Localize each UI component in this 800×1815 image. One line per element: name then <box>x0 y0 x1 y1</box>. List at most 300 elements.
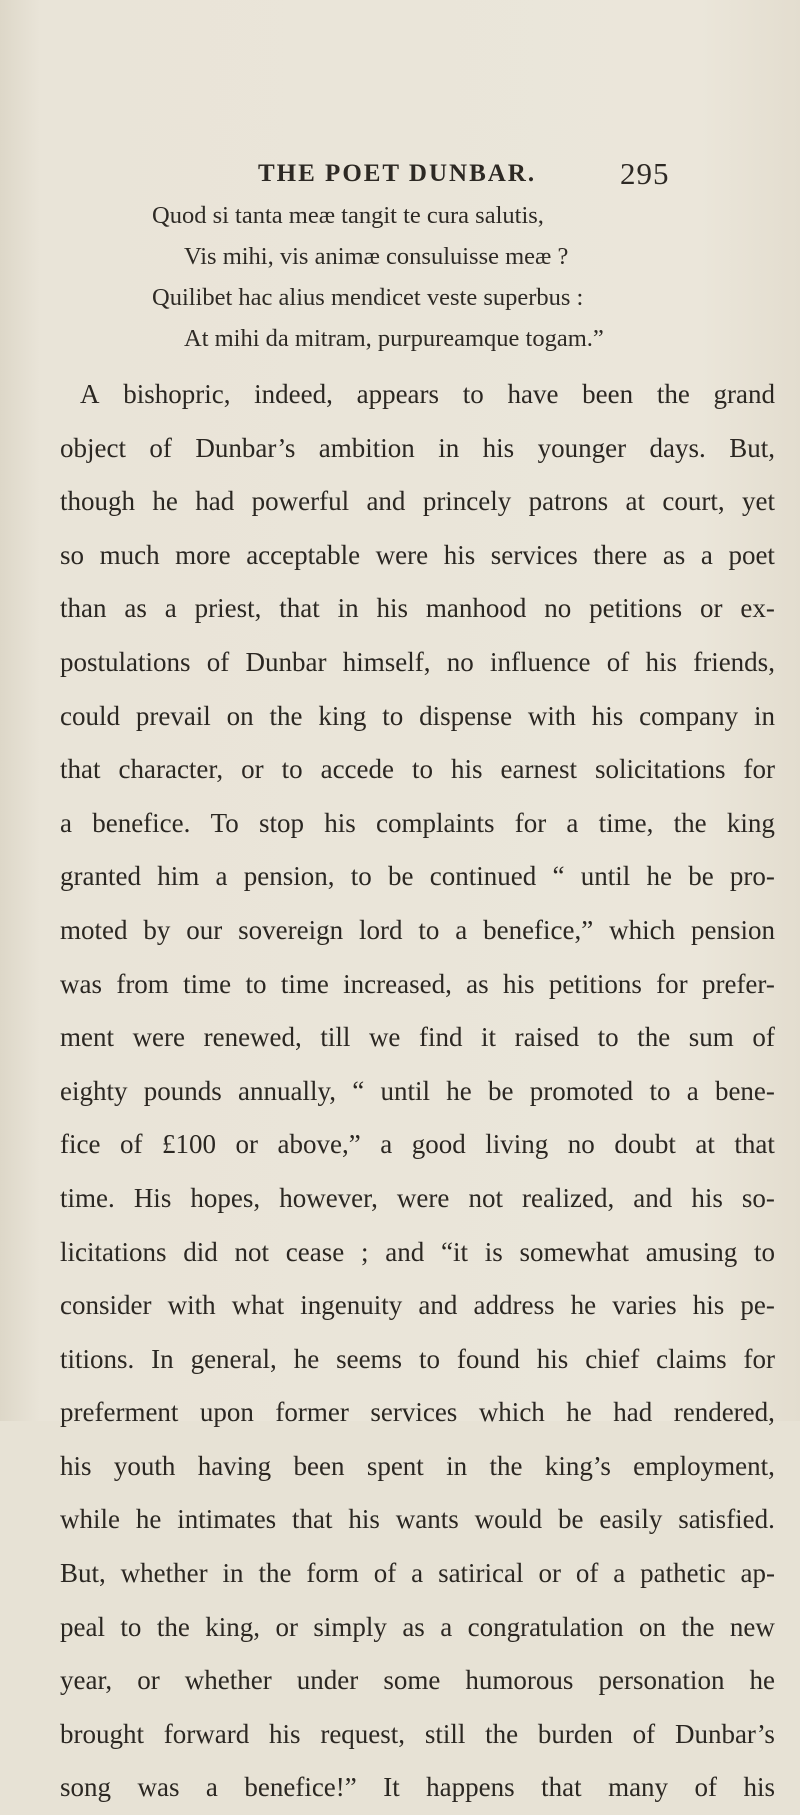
word: whether <box>184 1665 272 1696</box>
text-line <box>60 904 775 958</box>
word: above,” <box>277 1129 361 1160</box>
word: and <box>633 1182 673 1213</box>
word: to <box>418 1343 440 1374</box>
word: his <box>743 1772 775 1803</box>
word: so- <box>741 1182 775 1213</box>
word: to <box>245 968 267 999</box>
word: in <box>753 700 775 731</box>
word: the <box>656 379 690 409</box>
word: continued <box>429 861 537 892</box>
word: friends, <box>693 646 775 677</box>
word: prefer- <box>701 968 775 999</box>
word: on <box>639 1611 667 1642</box>
word: whether <box>120 1558 208 1589</box>
word: with <box>167 1290 216 1321</box>
word: that <box>292 1504 333 1535</box>
word: be <box>387 861 414 892</box>
word: of <box>373 1558 397 1589</box>
word: But, <box>60 1558 106 1589</box>
word: his <box>502 968 535 999</box>
word: Dunbar <box>245 646 327 677</box>
word: or <box>275 1611 298 1642</box>
page-number: 295 <box>620 156 670 191</box>
text-line <box>60 475 775 529</box>
word: congratulation <box>467 1611 624 1642</box>
text-line <box>60 743 775 797</box>
word: he <box>566 1397 592 1428</box>
word: had <box>195 486 235 517</box>
word: increased, <box>343 968 452 999</box>
word: of <box>119 1129 143 1160</box>
word: simply <box>313 1611 387 1642</box>
word: wants <box>395 1504 459 1535</box>
word: happens <box>426 1772 515 1803</box>
word: and <box>418 1290 458 1321</box>
word: youth <box>113 1450 176 1481</box>
word: court, <box>662 486 725 517</box>
word: to <box>350 861 372 892</box>
word: the <box>489 1450 523 1481</box>
word: and <box>366 486 406 517</box>
word: general, <box>190 1343 277 1374</box>
word: year, <box>60 1665 113 1696</box>
word: of <box>575 1558 599 1589</box>
word: his <box>482 432 515 463</box>
word: is <box>484 1236 503 1267</box>
text-line <box>60 1654 775 1708</box>
word: as <box>466 968 489 999</box>
word: forward <box>163 1718 250 1749</box>
word: satirical <box>438 1558 524 1589</box>
word: there <box>593 539 648 570</box>
word: for <box>743 754 775 785</box>
word: amusing <box>645 1236 738 1267</box>
word: solicitations <box>595 754 726 785</box>
word: much <box>99 539 160 570</box>
verse-line: At mihi da mitram, purpureamque togam.” <box>184 325 604 352</box>
word: time <box>183 968 232 999</box>
word: was <box>60 968 102 999</box>
verse-line: Vis mihi, vis animæ consuluisse meæ ? <box>184 243 569 270</box>
word: while <box>60 1504 120 1535</box>
word: his <box>536 1343 569 1374</box>
word: personation <box>598 1665 725 1696</box>
word: claims <box>656 1343 727 1374</box>
word: king’s <box>544 1450 611 1481</box>
text-line <box>60 1118 775 1172</box>
word: be <box>558 1504 584 1535</box>
text-line <box>60 1333 775 1387</box>
text-line <box>60 1708 775 1762</box>
word: poet <box>728 539 775 570</box>
word: as <box>124 593 147 624</box>
word: pro- <box>729 861 775 892</box>
word: the <box>637 1022 671 1053</box>
word: no <box>446 646 474 677</box>
word: his <box>645 646 677 677</box>
word: however, <box>279 1182 378 1213</box>
word: his <box>376 593 409 624</box>
word: or <box>241 754 264 785</box>
text-line <box>60 529 775 583</box>
word: he <box>152 486 178 517</box>
word: character, <box>118 754 224 785</box>
word: in <box>337 593 359 624</box>
word: more <box>175 539 231 570</box>
text-line <box>60 1440 775 1494</box>
word: It <box>383 1772 400 1803</box>
word: spent <box>366 1450 424 1481</box>
word: a <box>380 1129 393 1160</box>
word: benefice!” <box>244 1772 357 1803</box>
word: manhood <box>425 593 527 624</box>
word: lord <box>358 914 403 945</box>
word: somewhat <box>519 1236 629 1267</box>
word: still <box>424 1718 466 1749</box>
word: His <box>133 1182 172 1213</box>
word: eighty <box>60 1075 128 1106</box>
word: been <box>582 379 634 409</box>
word: ; <box>360 1236 369 1267</box>
word: his <box>269 1718 301 1749</box>
word: priest, <box>194 593 262 624</box>
verse-line: Quod si tanta meæ tangit te cura salutis, <box>152 202 544 229</box>
word: seems <box>336 1343 403 1374</box>
word: time <box>280 968 329 999</box>
word: not <box>468 1182 503 1213</box>
word: burden <box>537 1718 613 1749</box>
text-line <box>60 1226 775 1280</box>
text-line <box>60 636 775 690</box>
word: peal <box>60 1611 105 1642</box>
word: accede <box>320 754 395 785</box>
word: sovereign <box>238 914 344 945</box>
word: ex- <box>740 593 775 624</box>
word: varies <box>612 1290 677 1321</box>
word: a <box>613 1558 626 1589</box>
word: fice <box>60 1129 101 1160</box>
word: To <box>210 807 239 838</box>
word: as <box>402 1611 425 1642</box>
word: living <box>485 1129 549 1160</box>
word: pounds <box>143 1075 222 1106</box>
word: licitations <box>60 1236 167 1267</box>
word: doubt <box>614 1129 676 1160</box>
text-line <box>60 1065 775 1119</box>
word: which <box>609 914 676 945</box>
word: granted <box>60 861 141 892</box>
word: at <box>625 486 646 517</box>
word: humorous <box>465 1665 574 1696</box>
word: on <box>226 700 254 731</box>
word: were <box>375 539 429 570</box>
word: postulations <box>60 646 191 677</box>
word: benefice,” <box>483 914 594 945</box>
text-line <box>60 1547 775 1601</box>
word: the <box>156 1611 190 1642</box>
word: that <box>279 593 320 624</box>
word: “ <box>352 1075 365 1106</box>
word: though <box>60 486 136 517</box>
word: that <box>60 754 101 785</box>
word: ingenuity <box>300 1290 403 1321</box>
text-line <box>60 797 775 851</box>
word: bene- <box>714 1075 775 1106</box>
word: he <box>749 1665 775 1696</box>
word: to <box>649 1075 671 1106</box>
word: address <box>473 1290 555 1321</box>
word: so <box>60 539 85 570</box>
word: with <box>527 700 576 731</box>
word: no <box>544 593 572 624</box>
word: easily <box>599 1504 663 1535</box>
word: that <box>734 1129 775 1160</box>
word: sum <box>688 1022 734 1053</box>
running-head: THE POET DUNBAR. <box>258 160 537 187</box>
word: upon <box>199 1397 254 1428</box>
word: no <box>567 1129 595 1160</box>
word: been <box>293 1450 345 1481</box>
verse-line: Quilibet hac alius mendicet veste superbus : <box>152 284 584 311</box>
word: “it <box>440 1236 468 1267</box>
word: king <box>318 700 367 731</box>
word: would <box>474 1504 543 1535</box>
word: chief <box>585 1343 640 1374</box>
word: request, <box>320 1718 406 1749</box>
word: object <box>60 432 126 463</box>
word: of <box>694 1772 718 1803</box>
page-header <box>258 156 778 200</box>
word: found <box>456 1343 520 1374</box>
word: princely <box>422 486 512 517</box>
word: powerful <box>251 486 350 517</box>
word: and <box>385 1236 425 1267</box>
word: yet <box>742 486 775 517</box>
word: pathetic <box>640 1558 726 1589</box>
word: find <box>418 1022 463 1053</box>
word: time, <box>598 807 654 838</box>
word: a <box>60 807 72 838</box>
word: his <box>348 1504 380 1535</box>
word: from <box>116 968 169 999</box>
word: petitions <box>589 593 683 624</box>
word: good <box>411 1129 466 1160</box>
word: until <box>580 861 631 892</box>
word: to <box>281 754 303 785</box>
word: A <box>80 379 100 409</box>
word: his <box>451 754 483 785</box>
word: consider <box>60 1290 152 1321</box>
word: services <box>370 1397 458 1428</box>
word: at <box>695 1129 715 1160</box>
word: it <box>481 1022 497 1053</box>
word: that <box>541 1772 582 1803</box>
word: raised <box>514 1022 580 1053</box>
word: for <box>514 807 547 838</box>
word: our <box>186 914 223 945</box>
word: titions. <box>60 1343 135 1374</box>
word: Dunbar’s <box>674 1718 775 1749</box>
text-line <box>60 1279 775 1333</box>
word: his <box>591 700 624 731</box>
word: in <box>222 1558 244 1589</box>
word: a <box>700 539 713 570</box>
word: ment <box>60 1022 114 1053</box>
word: hopes, <box>190 1182 261 1213</box>
word: of <box>149 432 172 463</box>
word: new <box>729 1611 775 1642</box>
word: influence <box>490 646 591 677</box>
word: form <box>306 1558 359 1589</box>
word: a <box>205 1772 218 1803</box>
text-line <box>60 1761 775 1815</box>
word: until <box>380 1075 430 1106</box>
word: moted <box>60 914 128 945</box>
word: was <box>137 1772 180 1803</box>
word: in <box>446 1450 468 1481</box>
word: patrons <box>528 486 609 517</box>
word: having <box>197 1450 272 1481</box>
word: indeed, <box>254 379 333 409</box>
word: his <box>443 539 476 570</box>
word: satisfied. <box>678 1504 775 1535</box>
text-line <box>60 582 775 636</box>
word: complaints <box>375 807 495 838</box>
text-line <box>60 1386 775 1440</box>
word: former <box>275 1397 349 1428</box>
word: earnest <box>500 754 577 785</box>
word: in <box>438 432 460 463</box>
word: some <box>383 1665 441 1696</box>
word: under <box>296 1665 359 1696</box>
word: acceptable <box>246 539 361 570</box>
word: he <box>293 1343 320 1374</box>
word: brought <box>60 1718 144 1749</box>
word: the <box>269 700 303 731</box>
text-line <box>60 1493 775 1547</box>
word: renewed, <box>203 1022 302 1053</box>
text-line <box>60 690 775 744</box>
word: king, <box>205 1611 261 1642</box>
word: his <box>691 1182 723 1213</box>
word: for <box>656 968 688 999</box>
word: or <box>235 1129 259 1160</box>
word: were <box>396 1182 450 1213</box>
word: his <box>324 807 356 838</box>
word: or <box>700 593 723 624</box>
word: a <box>411 1558 424 1589</box>
word: what <box>231 1290 285 1321</box>
word: grand <box>713 379 775 409</box>
word: ap- <box>740 1558 775 1589</box>
word: preferment <box>60 1397 179 1428</box>
text-line <box>60 422 775 476</box>
word: a <box>566 807 579 838</box>
word: company <box>639 700 739 731</box>
word: as <box>662 539 686 570</box>
word: did <box>183 1236 218 1267</box>
word: the <box>258 1558 292 1589</box>
word: petitions <box>548 968 642 999</box>
word: of <box>206 646 230 677</box>
text-line <box>60 1172 775 1226</box>
word: he <box>135 1504 162 1535</box>
word: services <box>490 539 578 570</box>
word: song <box>60 1772 112 1803</box>
word: dispense <box>419 700 513 731</box>
word: a <box>455 914 468 945</box>
word: a <box>440 1611 453 1642</box>
word: his <box>60 1450 92 1481</box>
word: to <box>597 1022 619 1053</box>
word: to <box>753 1236 775 1267</box>
text-line <box>60 850 775 904</box>
word: the <box>673 807 707 838</box>
word: which <box>478 1397 545 1428</box>
word: promoted <box>529 1075 634 1106</box>
word: to <box>462 379 484 409</box>
word: be <box>487 1075 514 1106</box>
word: a <box>215 861 228 892</box>
word: stop <box>258 807 304 838</box>
word: the <box>485 1718 519 1749</box>
word: had <box>613 1397 653 1428</box>
word: for <box>743 1343 775 1374</box>
word: appears <box>356 379 440 409</box>
word: not <box>234 1236 270 1267</box>
word: of <box>752 1022 775 1053</box>
word: by <box>143 914 171 945</box>
text-line <box>60 1011 775 1065</box>
word: pension, <box>243 861 335 892</box>
word: In <box>151 1343 174 1374</box>
word: him <box>157 861 200 892</box>
word: But, <box>729 432 775 463</box>
text-line <box>60 1601 775 1655</box>
word: intimates <box>177 1504 277 1535</box>
word: have <box>507 379 559 409</box>
word: be <box>688 861 714 892</box>
word: himself, <box>342 646 431 677</box>
word: Dunbar’s <box>195 432 296 463</box>
word: benefice. <box>92 807 191 838</box>
body-text <box>60 368 775 1815</box>
word: pension <box>691 914 775 945</box>
word: days. <box>649 432 706 463</box>
word: his <box>692 1290 725 1321</box>
word: the <box>681 1611 715 1642</box>
word: a <box>686 1075 699 1106</box>
word: we <box>368 1022 401 1053</box>
word: to <box>120 1611 142 1642</box>
word: time. <box>60 1182 115 1213</box>
word: king <box>726 807 775 838</box>
word: he <box>646 861 672 892</box>
word: he <box>446 1075 472 1106</box>
word: to <box>382 700 404 731</box>
word: cease <box>285 1236 345 1267</box>
text-line <box>60 958 775 1012</box>
word: to <box>418 914 440 945</box>
word: rendered, <box>673 1397 775 1428</box>
word: pe- <box>740 1290 775 1321</box>
word: “ <box>552 861 565 892</box>
word: of <box>632 1718 656 1749</box>
word: bishopric, <box>123 379 231 409</box>
word: or <box>137 1665 160 1696</box>
word: younger <box>537 432 627 463</box>
word: realized, <box>522 1182 615 1213</box>
